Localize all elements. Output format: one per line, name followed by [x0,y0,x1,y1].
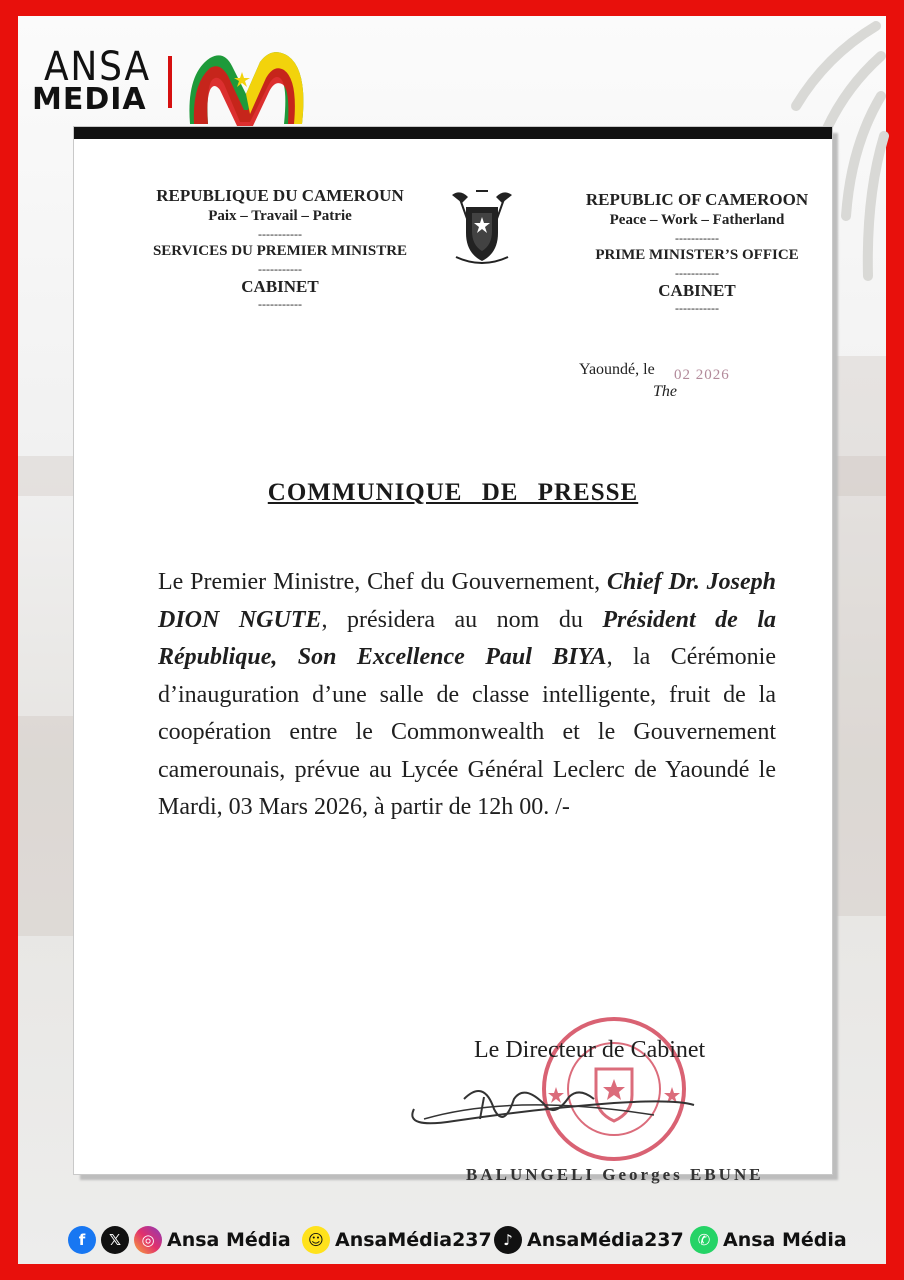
header-en-country: REPUBLIC OF CAMEROON [585,190,809,209]
logo-ansa-text: ANSA [44,44,151,90]
header-en-office: PRIME MINISTER’S OFFICE [595,247,799,263]
date-prefix: Yaoundé, le [579,361,655,378]
x-icon[interactable]: 𝕏 [101,1226,129,1254]
header-en-motto: Peace – Work – Fatherland [609,212,785,228]
coat-of-arms-icon [440,187,524,271]
social-footer [18,1224,886,1258]
ansa-media-logo [32,30,302,120]
body-president-name: Président de la République, Son Excellence Paul BIYA [158,606,776,670]
social-tiktok-group[interactable] [494,1226,684,1254]
social-whatsapp-label[interactable]: Ansa Média [723,1229,847,1251]
header-fr-country: REPUBLIQUE DU CAMEROUN [156,186,404,205]
background-building-left [18,716,78,936]
social-snapchat-group[interactable] [302,1226,492,1254]
social-facebook-label[interactable]: Ansa Média [167,1229,291,1251]
logo-divider [168,56,172,108]
body-part-1: Le Premier Ministre, Chef du Gouvernement, [158,569,607,595]
body-part-2: , présidera au nom du [321,606,603,633]
header-fr-office: SERVICES DU PREMIER MINISTRE [152,243,408,259]
social-facebook-group[interactable] [68,1226,291,1254]
header-en-sep-2: ----------- [675,266,719,280]
logo-media-text: MEDIA [32,82,147,117]
document-title-text: COMMUNIQUE DE PRESSE [267,479,639,506]
handwritten-signature [394,1069,714,1139]
tiktok-icon[interactable]: ♪ [494,1226,522,1254]
signer-name-cropped: BALUNGELI Georges EBUNE [466,1165,764,1184]
background-building-right [830,356,886,916]
social-whatsapp-group[interactable] [690,1226,847,1254]
header-french [130,185,430,311]
date-the: The [653,383,677,400]
facebook-icon[interactable]: f [68,1226,96,1254]
header-en-sep-1: ----------- [675,231,719,245]
header-fr-cabinet: CABINET [241,277,319,296]
header-en-cabinet: CABINET [658,281,736,300]
date-stamp-value: 02 2026 [674,367,730,383]
header-english [552,189,842,315]
header-fr-motto: Paix – Travail – Patrie [208,208,352,224]
header-fr-sep-1: ----------- [258,227,302,241]
social-snapchat-label[interactable]: AnsaMédia237 [335,1229,492,1251]
header-en-sep-3: ----------- [675,301,719,315]
logo-m-mark-icon [184,44,310,132]
signer-title: Le Directeur de Cabinet [474,1037,706,1063]
instagram-icon[interactable]: ◎ [134,1226,162,1254]
whatsapp-icon[interactable]: ✆ [690,1226,718,1254]
body-prime-minister-name: Chief Dr. Joseph DION NGUTE [158,569,776,633]
header-fr-sep-3: ----------- [258,297,302,311]
social-tiktok-label[interactable]: AnsaMédia237 [527,1229,684,1251]
snapchat-icon[interactable]: ☺ [302,1226,330,1254]
document-title [74,479,832,507]
communique-body [158,564,776,827]
flyer-background [18,16,886,1264]
body-part-3: , la Cérémonie d’inauguration d’une salle de classe intelligente, fruit de la coopération entre le Commonwealth et le Gouvernement camerounais, prévue au Lycée Général Leclerc de Yaoundé le Mardi, 03 Mars 2026, à partir de 12h 00. /- [158,644,776,820]
press-release-document [74,127,832,1184]
header-fr-sep-2: ----------- [258,262,302,276]
